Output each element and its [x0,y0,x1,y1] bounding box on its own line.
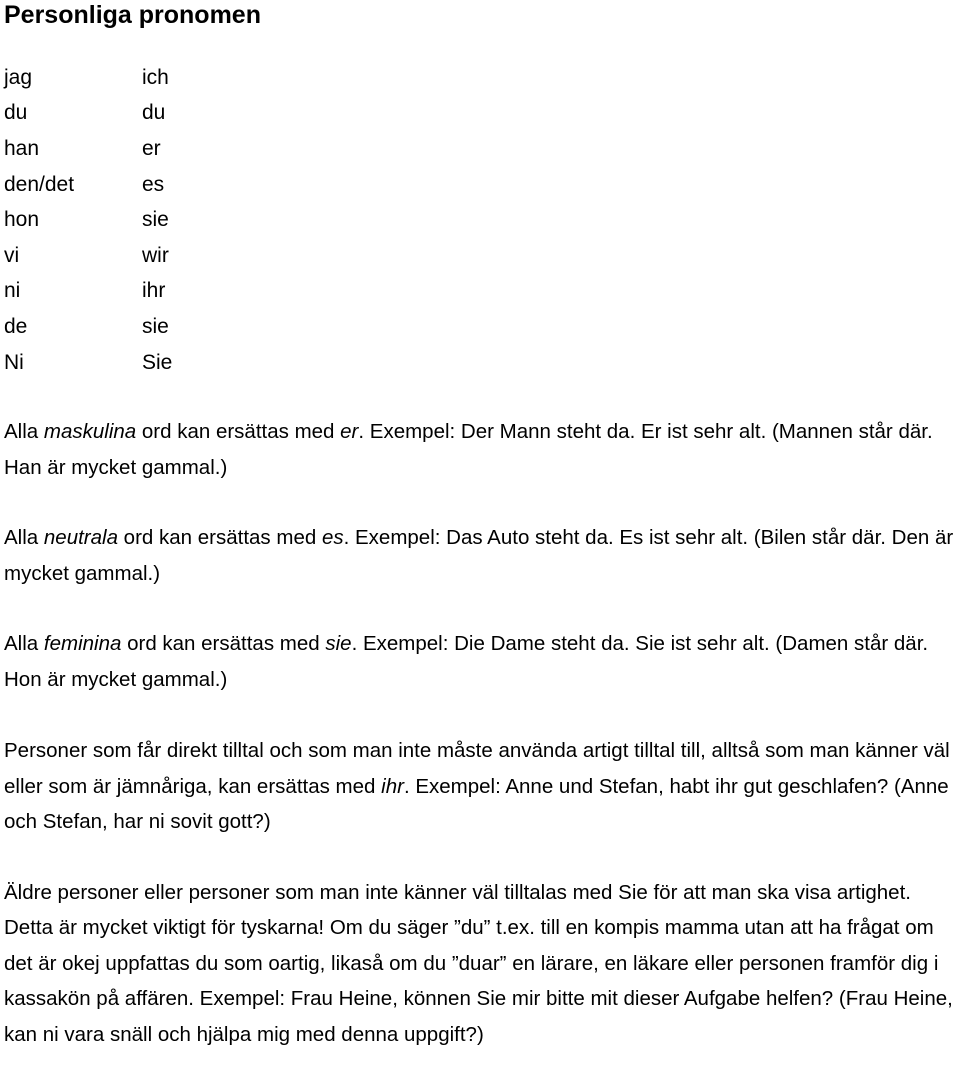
paragraph-informal-plural [4,733,959,840]
paragraph-neuter [4,520,959,591]
swedish-pronoun: den/det [4,172,75,196]
pronoun-row [4,60,960,96]
text-run: Personer som får direkt tilltal och som man inte måste använda artigt tilltal till, alltså som man känner väl eller som är jämnåriga, kan ersättas med [4,739,950,798]
german-pronoun: ihr [142,279,166,303]
swedish-pronoun: ni [4,279,21,303]
pronoun-table [4,60,960,380]
swedish-pronoun: vi [4,243,20,267]
pronoun-row [4,96,960,132]
pronoun-row [4,345,960,381]
swedish-pronoun: han [4,136,40,160]
german-pronoun: sie [142,208,169,232]
text-run: . Exempel: Der Mann steht da. Er ist sehr alt. (Mannen står där. Han är mycket gammal.) [4,420,933,479]
pronoun-row [4,131,960,167]
emphasis-pronoun: sie [325,632,352,656]
text-run: . Exempel: Anne und Stefan, habt ihr gut geschlafen? (Anne och Stefan, har ni sovit gott?) [4,774,949,834]
swedish-pronoun: du [4,101,28,125]
pronoun-row [4,167,960,203]
emphasis-term: maskulina [43,420,137,444]
text-run: Alla [4,632,44,656]
emphasis-pronoun: es [321,526,344,550]
paragraph-feminine [4,626,959,697]
pronoun-row [4,274,960,310]
page-title: Personliga pronomen [4,1,261,29]
emphasis-pronoun: er [340,420,359,444]
german-pronoun: er [142,136,161,160]
german-pronoun: es [142,172,165,196]
emphasis-pronoun: ihr [381,774,404,798]
pronoun-row [4,202,960,238]
emphasis-term: feminina [43,632,122,656]
paragraph-formal-address: Äldre personer eller personer som man inte känner väl tilltalas med Sie för att man ska visa artighet. Detta är mycket viktigt för tyskarna! Om du säger ”du” t.ex. till en kompis mamma utan att ha frågat om det är okej uppfattas du som oartig, likaså om du ”duar” en lärare, en läkare eller personen framför dig i kassakön på affären. Exempel: Frau Heine, können Sie mir bitte mit dieser Aufgabe helfen? (Frau Heine, kan ni vara snäll och hjälpa mig med denna uppgift?) [4,880,953,1046]
swedish-pronoun: hon [4,208,40,232]
paragraph-masculine [4,414,959,485]
german-pronoun: wir [142,243,169,267]
german-pronoun: du [142,101,166,125]
text-run: Alla [4,526,44,550]
text-run: ord kan ersättas med [117,526,322,550]
german-pronoun: ich [142,65,169,89]
text-run: . Exempel: Das Auto steht da. Es ist sehr alt. (Bilen står där. Den är mycket gammal.) [4,526,954,585]
swedish-pronoun: jag [4,65,33,89]
text-run: Alla [4,420,44,444]
swedish-pronoun: Ni [4,350,24,374]
text-run: . Exempel: Die Dame steht da. Sie ist sehr alt. (Damen står där. Hon är mycket gammal.) [4,632,929,691]
german-pronoun: sie [142,314,169,338]
emphasis-term: neutrala [43,526,118,550]
pronoun-row [4,309,960,345]
pronoun-row [4,238,960,274]
text-run: ord kan ersättas med [136,420,341,444]
text-run: ord kan ersättas med [121,632,326,656]
german-pronoun: Sie [142,350,173,374]
swedish-pronoun: de [4,314,28,338]
